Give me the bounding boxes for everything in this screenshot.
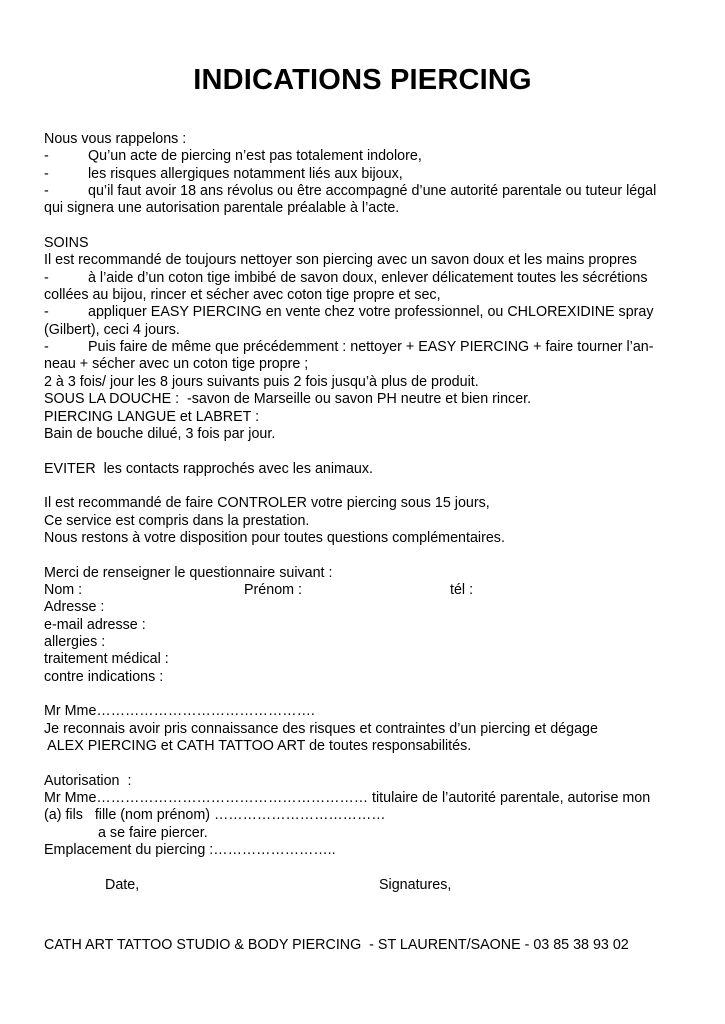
controle-text: Ce service est compris dans la prestation. <box>44 512 310 529</box>
soins-text: Bain de bouche dilué, 3 fois par jour. <box>44 425 276 442</box>
document-body <box>44 131 674 894</box>
controle-text: Nous restons à votre disposition pour toutes questions complémentaires. <box>44 529 505 546</box>
bullet-dash: - <box>44 183 49 200</box>
soins-item <box>44 270 674 287</box>
footer-contact: CATH ART TATTOO STUDIO & BODY PIERCING - ST LAURENT/SAONE - 03 85 38 93 02 <box>44 937 629 953</box>
prenom-label: Prénom : <box>244 581 303 598</box>
intro-heading: Nous vous rappelons : <box>44 131 187 147</box>
intro-item <box>44 166 674 183</box>
bullet-dash: - <box>44 148 49 165</box>
intro-item <box>44 148 674 165</box>
traitement-label: traitement médical : <box>44 651 169 668</box>
form-name-row <box>44 582 674 599</box>
tel-label: tél : <box>450 581 474 598</box>
intro-item-continued: qui signera une autorisation parentale préalable à l’acte. <box>44 200 400 217</box>
soins-item <box>44 339 674 356</box>
date-label: Date, <box>105 876 140 893</box>
soins-item-continued: (Gilbert), ceci 4 jours. <box>44 321 180 338</box>
soins-text: 2 à 3 fois/ jour les 8 jours suivants puis 2 fois jusqu’à plus de produit. <box>44 373 479 390</box>
soins-item-text: Puis faire de même que précédemment : nettoyer + EASY PIERCING + faire tourner l’an- <box>88 339 654 356</box>
intro-item-text: Qu’un acte de piercing n’est pas totalement indolore, <box>88 148 422 165</box>
bullet-dash: - <box>44 304 49 321</box>
signatures-label: Signatures, <box>379 876 452 893</box>
declaration-text: ALEX PIERCING et CATH TATTOO ART de toutes responsabilités. <box>44 738 472 755</box>
emplacement-line: Emplacement du piercing :…………………….. <box>44 842 336 859</box>
soins-heading: SOINS <box>44 235 89 252</box>
soins-item <box>44 304 674 321</box>
eviter-text: EVITER les contacts rapprochés avec les animaux. <box>44 460 373 477</box>
intro-item-text: les risques allergiques notamment liés aux bijoux, <box>88 165 403 182</box>
soins-item-continued: collées au bijou, rincer et sécher avec coton tige propre et sec, <box>44 287 441 304</box>
autorisation-text: a se faire piercer. <box>98 824 208 841</box>
intro-item <box>44 183 674 200</box>
adresse-label: Adresse : <box>44 599 105 616</box>
allergies-label: allergies : <box>44 633 106 650</box>
intro-item-text: qu’il faut avoir 18 ans révolus ou être accompagné d’une autorité parentale ou tuteur légal <box>88 183 657 200</box>
declaration-text: Je reconnais avoir pris connaissance des risques et contraintes d’un piercing et dégage <box>44 720 598 737</box>
signature-row <box>44 877 674 894</box>
soins-item-text: appliquer EASY PIERCING en vente chez votre professionnel, ou CHLOREXIDINE spray <box>88 304 654 321</box>
soins-text: Il est recommandé de toujours nettoyer son piercing avec un savon doux et les mains propres <box>44 252 637 269</box>
autorisation-text: (a) fils fille (nom prénom) ……………………………… <box>44 807 386 824</box>
autorisation-heading: Autorisation : <box>44 772 132 789</box>
nom-label: Nom : <box>44 581 83 598</box>
declaration-name-line: Mr Mme………………………………………. <box>44 703 315 720</box>
contre-indications-label: contre indications : <box>44 668 164 685</box>
bullet-dash: - <box>44 165 49 182</box>
form-intro: Merci de renseigner le questionnaire suivant : <box>44 564 333 581</box>
controle-text: Il est recommandé de faire CONTROLER votre piercing sous 15 jours, <box>44 495 490 512</box>
autorisation-text: Mr Mme………………………………………………… titulaire de l’autorité parentale, autorise mon <box>44 790 651 807</box>
soins-item-text: à l’aide d’un coton tige imbibé de savon doux, enlever délicatement toutes les sécrétions <box>88 269 648 286</box>
soins-text: SOUS LA DOUCHE : -savon de Marseille ou savon PH neutre et bien rincer. <box>44 391 532 408</box>
bullet-dash: - <box>44 269 49 286</box>
soins-item-continued: neau + sécher avec un coton tige propre ; <box>44 356 309 373</box>
bullet-dash: - <box>44 339 49 356</box>
soins-text: PIERCING LANGUE et LABRET : <box>44 408 260 425</box>
email-label: e-mail adresse : <box>44 616 146 633</box>
page-title: INDICATIONS PIERCING <box>193 64 532 96</box>
